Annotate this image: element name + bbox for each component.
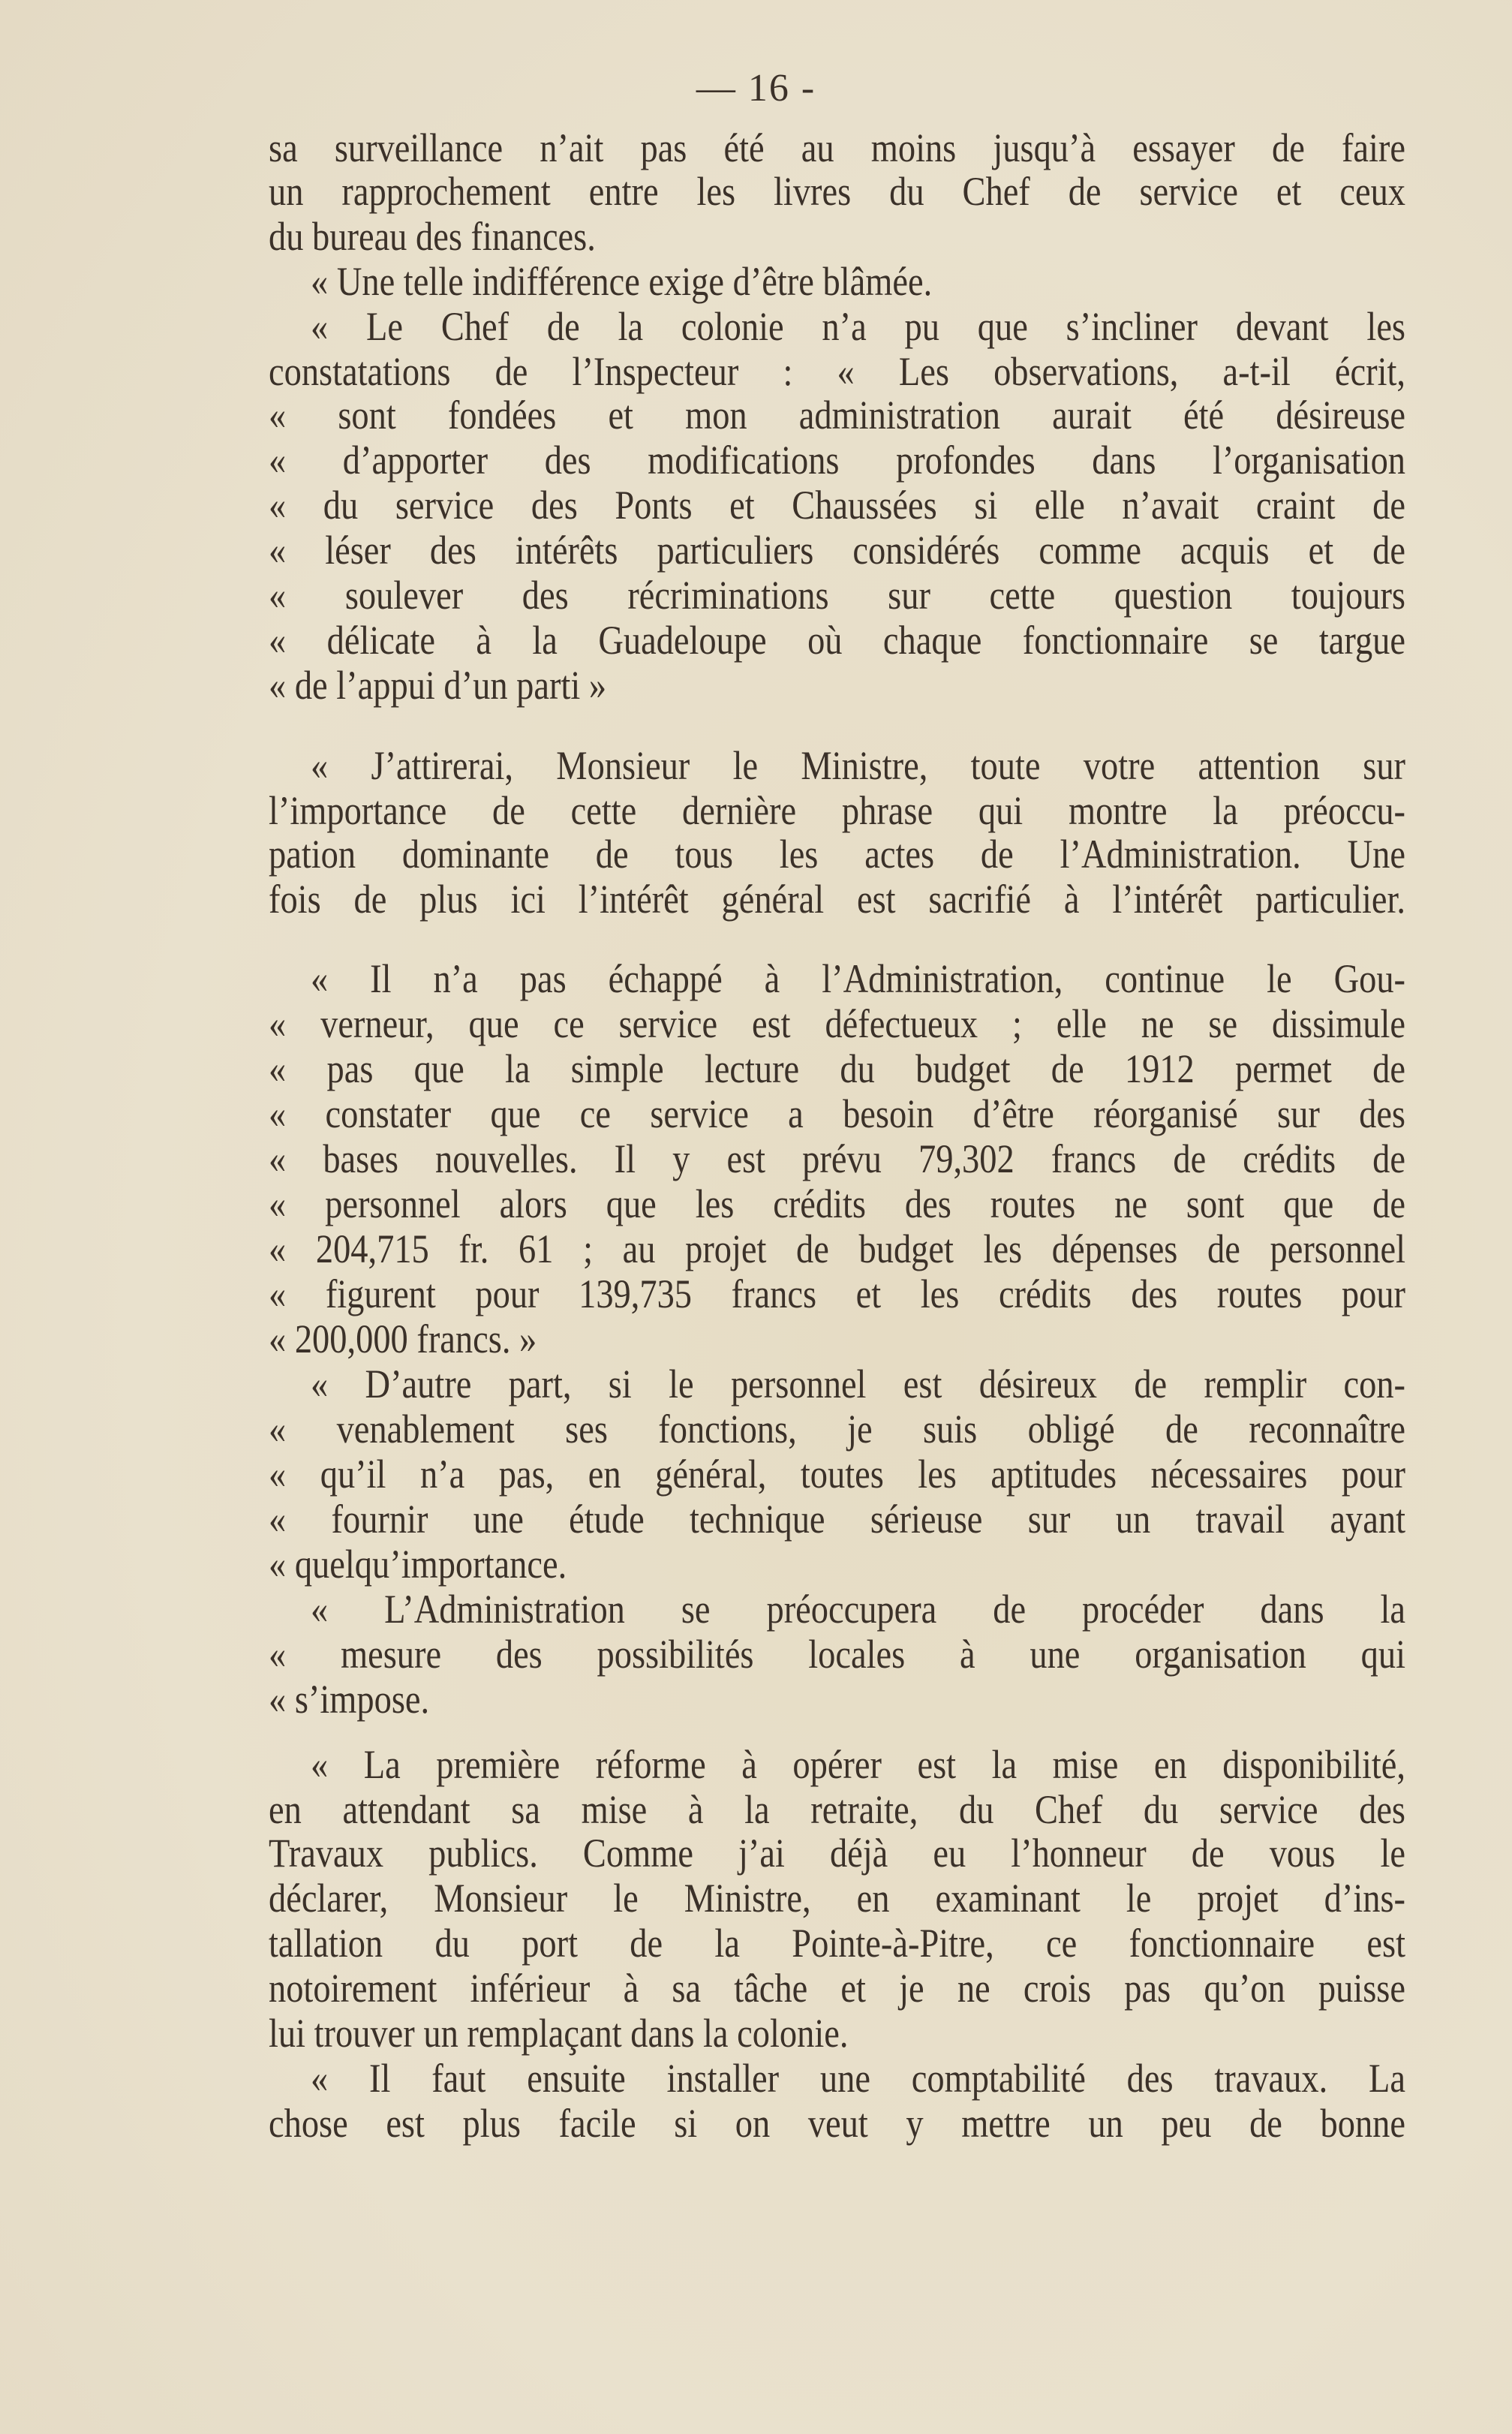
- page-number: — 16 -: [696, 67, 816, 110]
- text-line: « fournir une étude technique sérieuse sur un travail ayant: [269, 1497, 1405, 1542]
- text-line: « La première réforme à opérer est la mise en disponibilité,: [311, 1742, 1405, 1788]
- text-line: « de l’appui d’un parti »: [269, 662, 607, 708]
- text-line: « Il faut ensuite installer une comptabilité des travaux. La: [311, 2056, 1405, 2102]
- text-line: « pas que la simple lecture du budget de 1912 permet de: [269, 1046, 1405, 1091]
- text-line: déclarer, Monsieur le Ministre, en examinant le projet d’ins-: [269, 1876, 1405, 1921]
- text-line: « verneur, que ce service est défectueux ; elle ne se dissimule: [269, 1000, 1405, 1046]
- text-line: en attendant sa mise à la retraite, du Chef du service des: [269, 1787, 1405, 1833]
- text-line: du bureau des finances.: [269, 213, 596, 259]
- text-line: tallation du port de la Pointe-à-Pitre, ce fonctionnaire est: [269, 1921, 1405, 1966]
- text-line: « soulever des récriminations sur cette question toujours: [269, 572, 1405, 618]
- text-line: « J’attirerai, Monsieur le Ministre, toute votre attention sur: [311, 743, 1405, 789]
- text-line: chose est plus facile si on veut y mettre un peu de bonne: [269, 2101, 1405, 2147]
- text-line: « délicate à la Guadeloupe où chaque fonctionnaire se targue: [269, 617, 1405, 663]
- text-line: « 200,000 francs. »: [269, 1316, 537, 1361]
- text-line: « quelqu’importance.: [269, 1542, 567, 1587]
- text-line: « qu’il n’a pas, en général, toutes les aptitudes nécessaires pour: [269, 1452, 1405, 1497]
- text-line: Travaux publics. Comme j’ai déjà eu l’honneur de vous le: [269, 1831, 1405, 1876]
- text-line: l’importance de cette dernière phrase qui montre la préoccu-: [269, 788, 1405, 834]
- text-line: « Il n’a pas échappé à l’Administration, continue le Gou-: [311, 955, 1405, 1001]
- text-line: un rapprochement entre les livres du Chef de service et ceux: [269, 168, 1405, 214]
- text-line: « sont fondées et mon administration aurait été désireuse: [269, 392, 1405, 438]
- text-line: « personnel alors que les crédits des routes ne sont que de: [269, 1181, 1405, 1226]
- text-line: fois de plus ici l’intérêt général est sacrifié à l’intérêt particulier.: [269, 877, 1405, 922]
- text-line: « figurent pour 139,735 francs et les crédits des routes pour: [269, 1271, 1405, 1316]
- text-line: « s’impose.: [269, 1677, 430, 1722]
- text-line: « venablement ses fonctions, je suis obligé de reconnaître: [269, 1407, 1405, 1452]
- text-line: « du service des Ponts et Chaussées si elle n’avait craint de: [269, 482, 1405, 528]
- text-line: « léser des intérêts particuliers considérés comme acquis et de: [269, 527, 1405, 573]
- text-line: « Le Chef de la colonie n’a pu que s’incliner devant les: [311, 303, 1405, 349]
- text-line: lui trouver un remplaçant dans la colonie.: [269, 2011, 849, 2056]
- text-line: « D’autre part, si le personnel est désireux de remplir con-: [311, 1361, 1405, 1407]
- text-line: « Une telle indifférence exige d’être blâmée.: [311, 258, 933, 304]
- text-line: constatations de l’Inspecteur : « Les observations, a-t-il écrit,: [269, 348, 1405, 394]
- text-line: « bases nouvelles. Il y est prévu 79,302 francs de crédits de: [269, 1136, 1405, 1181]
- text-line: « L’Administration se préoccupera de procéder dans la: [311, 1587, 1405, 1632]
- text-line: sa surveillance n’ait pas été au moins jusqu’à essayer de faire: [269, 125, 1405, 170]
- text-line: notoirement inférieur à sa tâche et je ne crois pas qu’on puisse: [269, 1966, 1405, 2011]
- text-line: « d’apporter des modifications profondes dans l’organisation: [269, 437, 1405, 483]
- text-line: pation dominante de tous les actes de l’Administration. Une: [269, 832, 1405, 877]
- text-line: « 204,715 fr. 61 ; au projet de budget les dépenses de personnel: [269, 1226, 1405, 1271]
- text-line: « mesure des possibilités locales à une organisation qui: [269, 1632, 1405, 1677]
- text-line: « constater que ce service a besoin d’être réorganisé sur des: [269, 1091, 1405, 1136]
